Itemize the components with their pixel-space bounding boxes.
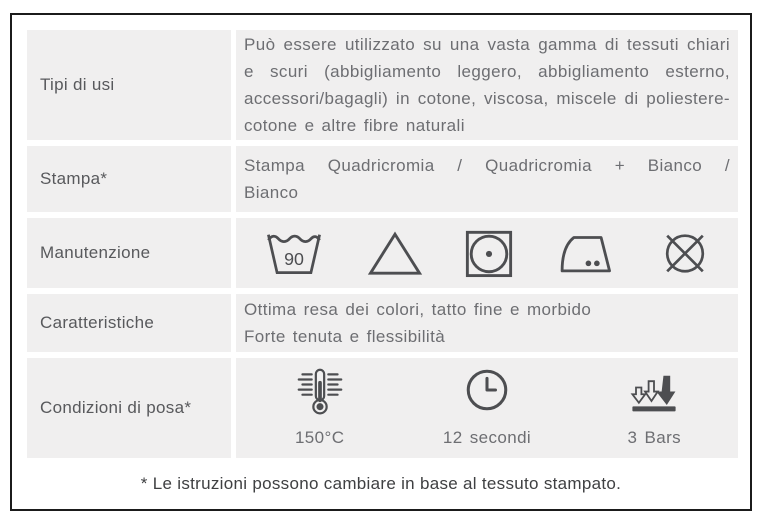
clock-icon xyxy=(462,365,512,415)
pressure-bars-icon xyxy=(627,365,681,415)
row-value-print xyxy=(236,146,738,212)
conditions-label: Condizioni di posa* xyxy=(40,398,192,417)
row-label-usage xyxy=(27,30,231,140)
features-line1: Ottima resa dei colori, tatto fine e morbido xyxy=(244,300,592,319)
row-label-features xyxy=(27,294,231,352)
print-label: Stampa* xyxy=(40,169,108,188)
temperature-value: 150°C xyxy=(294,428,345,447)
row-label-care xyxy=(27,218,231,288)
usage-label: Tipi di usi xyxy=(40,75,115,94)
bleach-triangle-icon xyxy=(367,228,423,278)
condition-pressure xyxy=(571,358,738,458)
spec-table-frame xyxy=(10,13,752,511)
features-line2: Forte tenuta e flessibilità xyxy=(244,327,446,346)
tumble-dry-icon xyxy=(463,228,515,278)
no-dry-clean-icon xyxy=(658,228,712,278)
condition-time xyxy=(403,358,570,458)
footnote-text: * Le istruzioni possono cambiare in base al tessuto stampato. xyxy=(140,473,622,493)
spec-table xyxy=(27,30,738,458)
print-text-line2: Bianco xyxy=(244,183,299,202)
usage-text: Può essere utilizzato su una vasta gamma di tessuti chiari e scuri (abbigliamento leggero, abbigliamento esterno, accessori/bagagli) in cotone, viscosa, miscele di poliestere-cotone e altre fibre naturali xyxy=(244,35,730,135)
pressure-value: 3 Bars xyxy=(627,428,682,447)
condition-temperature xyxy=(236,358,403,458)
features-label: Caratteristiche xyxy=(40,313,155,332)
time-value: 12 secondi xyxy=(442,428,532,447)
print-text-line1: Stampa Quadricromia / Quadricromia + Bianco / xyxy=(244,156,730,175)
thermometer-icon xyxy=(291,365,349,415)
care-label: Manutenzione xyxy=(40,243,151,262)
row-value-usage xyxy=(236,30,738,140)
row-value-conditions xyxy=(236,358,738,458)
wash-90-icon xyxy=(262,228,326,278)
footnote xyxy=(12,458,750,509)
iron-two-dots-icon xyxy=(556,228,618,278)
row-value-care xyxy=(236,218,738,288)
row-label-conditions xyxy=(27,358,231,458)
row-value-features xyxy=(236,294,738,352)
wash-temperature-value: 90 xyxy=(284,248,304,269)
row-label-print xyxy=(27,146,231,212)
